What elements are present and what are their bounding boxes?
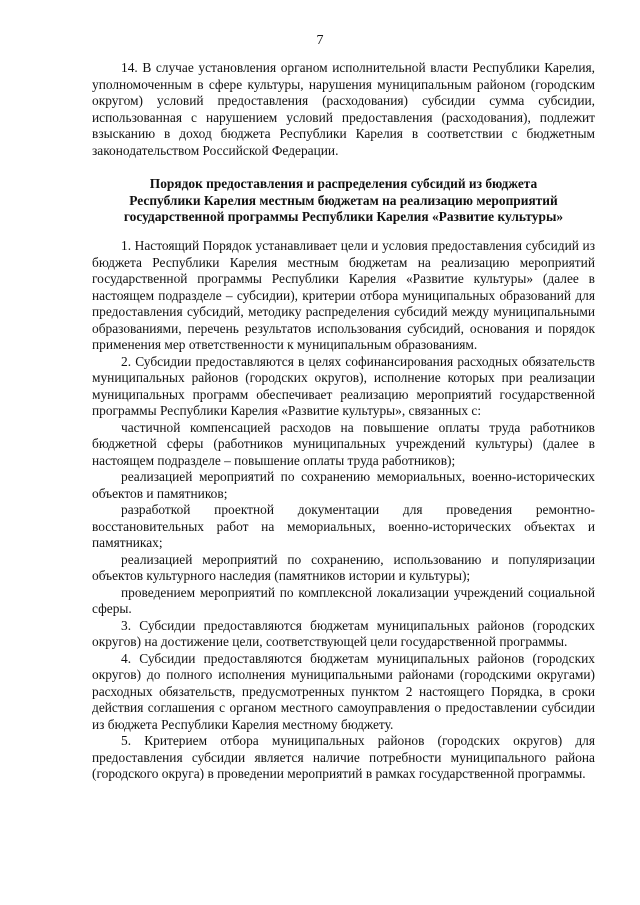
list-item-cultural-heritage: реализацией мероприятий по сохранению, использованию и популяризации объектов культурного наследия (памятников истории и культуры); <box>92 551 595 583</box>
paragraph-3: 3. Субсидии предоставляются бюджетам муниципальных районов (городских округов) на достижение цели, соответствующей цели государственной программы. <box>92 617 595 649</box>
procedure-body <box>92 238 595 783</box>
list-item-localization: проведением мероприятий по комплексной локализации учреждений социальной сферы. <box>92 584 595 616</box>
list-item-design-docs: разработкой проектной документации для проведения ремонтно-восстановительных работ на мемориальных, военно-исторических объектах и памятниках; <box>92 502 595 550</box>
list-item-pay-compensation: частичной компенсацией расходов на повышение оплаты труда работников бюджетной сферы (работников муниципальных учреждений культуры) (далее в настоящем подразделе – повышение оплаты труда работников); <box>92 419 595 468</box>
paragraph-14: 14. В случае установления органом исполнительной власти Республики Карелия, уполномоченным в сфере культуры, нарушения муниципальным районом (городским округом) условий предоставления (расходования) субсидии сумма субсидии, использованная с нарушением условий предоставления (расходования), подлежит взысканию в доход бюджета Республики Карелия в соответствии с бюджетным законодательством Российской Федерации. <box>92 60 595 158</box>
paragraph-4: 4. Субсидии предоставляются бюджетам муниципальных районов (городских округов) до полного исполнения муниципальными районами (городскими округами) расходных обязательств, предусмотренных пунктом 2 настоящего Порядка, в сроки действия соглашения с органом местного самоуправления о предоставлении субсидии из бюджета Республики Карелия местному бюджету. <box>92 650 595 732</box>
section-14 <box>92 60 595 159</box>
paragraph-1: 1. Настоящий Порядок устанавливает цели и условия предоставления субсидий из бюджета Республики Карелия местным бюджетам на реализацию мероприятий государственной программы Республики Карелия «Развитие культуры» (далее в настоящем подразделе – субсидии), критерии отбора муниципальных образований для предоставления субсидий, методику распределения субсидий между муниципальными образованиями, перечень результатов использования субсидий, основания и порядок применения мер ответственности к муниципальным образованиям. <box>92 238 595 352</box>
section-heading <box>92 176 595 226</box>
page-number: 7 <box>316 33 324 48</box>
list-item-memorials: реализацией мероприятий по сохранению мемориальных, военно-исторических объектов и памятников; <box>92 469 595 501</box>
heading-line-2: Республики Карелия местным бюджетам на реализацию мероприятий <box>129 192 558 208</box>
heading-line-1: Порядок предоставления и распределения субсидий из бюджета <box>149 176 538 191</box>
paragraph-5: 5. Критерием отбора муниципальных районов (городских округов) для предоставления субсидии является наличие потребности муниципального района (городского округа) в проведении мероприятий в рамках государственной программы. <box>92 733 595 781</box>
paragraph-2: 2. Субсидии предоставляются в целях софинансирования расходных обязательств муниципальных районов (городских округов), исполнение которых при реализации муниципальных программ обеспечивает реализацию мероприятий государственной программы Республики Карелия «Развитие культуры», связанных с: <box>92 353 595 418</box>
heading-line-3: государственной программы Республики Карелия «Развитие культуры» <box>123 209 564 224</box>
